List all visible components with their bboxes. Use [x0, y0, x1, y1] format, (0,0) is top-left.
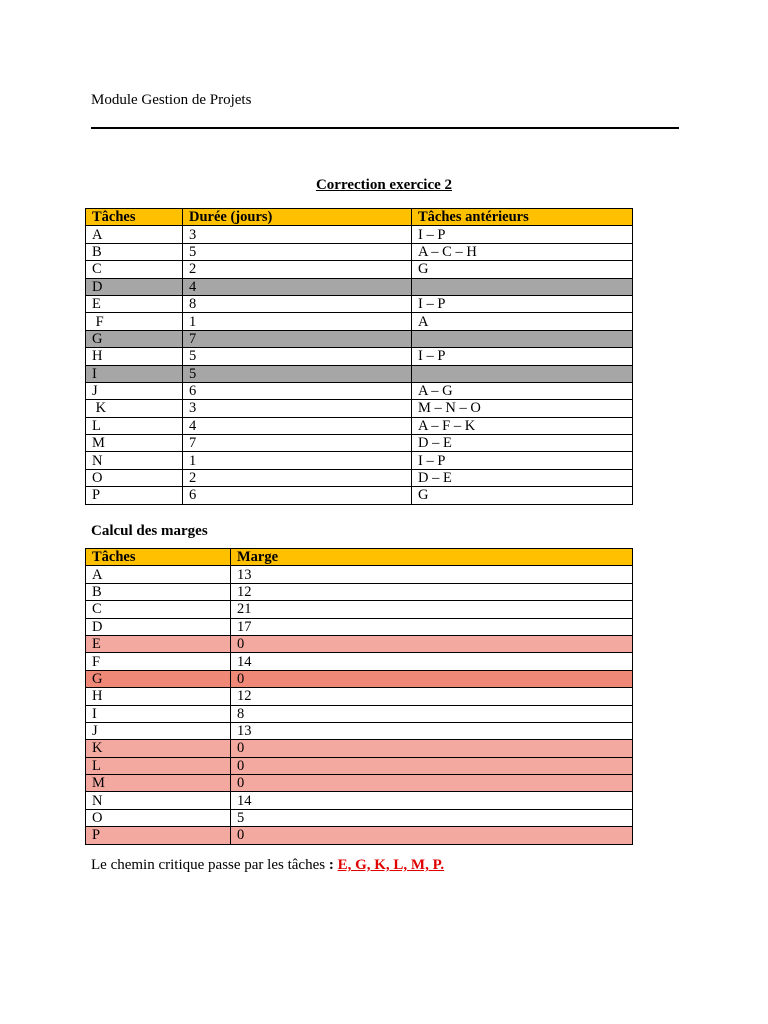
cell-tache: H	[86, 348, 183, 365]
cell-anterieurs: G	[412, 261, 633, 278]
table-row	[86, 452, 633, 469]
table-row	[86, 705, 633, 722]
cell-anterieurs	[412, 278, 633, 295]
cell-tache: O	[86, 469, 183, 486]
table-row	[86, 417, 633, 434]
table-row	[86, 740, 633, 757]
critical-path: E, G, K, L, M, P.	[337, 857, 445, 873]
cell-marge: 21	[231, 601, 633, 618]
table-row	[86, 278, 633, 295]
cell-anterieurs: A – G	[412, 382, 633, 399]
column-header-anterieurs: Tâches antérieurs	[412, 209, 633, 226]
table-row	[86, 722, 633, 739]
cell-anterieurs: M – N – O	[412, 400, 633, 417]
table-row	[86, 618, 633, 635]
cell-tache: B	[86, 583, 231, 600]
cell-anterieurs: A – F – K	[412, 417, 633, 434]
cell-tache: A	[86, 226, 183, 243]
cell-anterieurs: G	[412, 487, 633, 504]
document-header: Module Gestion de Projets	[91, 92, 252, 108]
cell-tache: N	[86, 452, 183, 469]
cell-duree: 7	[183, 330, 412, 347]
cell-marge: 13	[231, 722, 633, 739]
table-row	[86, 226, 633, 243]
cell-tache: K	[86, 740, 231, 757]
table-row	[86, 688, 633, 705]
cell-tache: F	[86, 313, 183, 330]
table-row	[86, 809, 633, 826]
cell-anterieurs: I – P	[412, 226, 633, 243]
cell-tache: P	[86, 827, 231, 844]
cell-duree: 3	[183, 226, 412, 243]
conclusion-text: Le chemin critique passe par les tâches	[91, 857, 329, 873]
table-row	[86, 243, 633, 260]
cell-marge: 12	[231, 583, 633, 600]
cell-duree: 6	[183, 382, 412, 399]
cell-marge: 0	[231, 670, 633, 687]
cell-duree: 5	[183, 243, 412, 260]
cell-anterieurs	[412, 330, 633, 347]
table-row	[86, 435, 633, 452]
cell-marge: 0	[231, 635, 633, 652]
cell-tache: B	[86, 243, 183, 260]
header-rule	[91, 127, 679, 129]
cell-duree: 6	[183, 487, 412, 504]
cell-tache: E	[86, 635, 231, 652]
cell-marge: 14	[231, 653, 633, 670]
cell-anterieurs: I – P	[412, 295, 633, 312]
cell-anterieurs: A	[412, 313, 633, 330]
table-row	[86, 827, 633, 844]
table-row	[86, 261, 633, 278]
cell-marge: 0	[231, 740, 633, 757]
cell-tache: A	[86, 566, 231, 583]
table-row	[86, 365, 633, 382]
cell-tache: C	[86, 261, 183, 278]
cell-tache: D	[86, 618, 231, 635]
table-row	[86, 348, 633, 365]
margins-table	[85, 548, 633, 845]
cell-tache: K	[86, 400, 183, 417]
page-title: Correction exercice 2	[315, 177, 453, 193]
cell-tache: D	[86, 278, 183, 295]
table-row	[86, 382, 633, 399]
cell-tache: J	[86, 382, 183, 399]
cell-tache: H	[86, 688, 231, 705]
column-header-duree: Durée (jours)	[183, 209, 412, 226]
cell-anterieurs: I – P	[412, 452, 633, 469]
cell-anterieurs: D – E	[412, 435, 633, 452]
cell-tache: I	[86, 705, 231, 722]
conclusion	[91, 857, 444, 874]
cell-duree: 4	[183, 278, 412, 295]
cell-tache: G	[86, 330, 183, 347]
cell-duree: 3	[183, 400, 412, 417]
tasks-table	[85, 208, 633, 505]
cell-tache: L	[86, 757, 231, 774]
table-row	[86, 757, 633, 774]
cell-marge: 0	[231, 775, 633, 792]
table-row	[86, 775, 633, 792]
cell-tache: G	[86, 670, 231, 687]
cell-anterieurs	[412, 365, 633, 382]
cell-duree: 5	[183, 348, 412, 365]
cell-marge: 13	[231, 566, 633, 583]
section-title: Calcul des marges	[91, 523, 208, 539]
cell-duree: 1	[183, 452, 412, 469]
cell-duree: 2	[183, 261, 412, 278]
cell-tache: E	[86, 295, 183, 312]
cell-marge: 14	[231, 792, 633, 809]
table-row	[86, 601, 633, 618]
cell-marge: 8	[231, 705, 633, 722]
table-row	[86, 313, 633, 330]
cell-tache: F	[86, 653, 231, 670]
cell-tache: N	[86, 792, 231, 809]
cell-duree: 2	[183, 469, 412, 486]
table-row	[86, 583, 633, 600]
cell-tache: M	[86, 775, 231, 792]
cell-marge: 5	[231, 809, 633, 826]
cell-tache: O	[86, 809, 231, 826]
table-row	[86, 566, 633, 583]
cell-duree: 7	[183, 435, 412, 452]
cell-anterieurs: A – C – H	[412, 243, 633, 260]
column-header-taches: Tâches	[86, 209, 183, 226]
tasks-table-header	[86, 209, 633, 226]
table-row	[86, 330, 633, 347]
cell-marge: 12	[231, 688, 633, 705]
cell-duree: 5	[183, 365, 412, 382]
cell-marge: 0	[231, 827, 633, 844]
cell-duree: 1	[183, 313, 412, 330]
cell-tache: C	[86, 601, 231, 618]
table-row	[86, 400, 633, 417]
cell-anterieurs: I – P	[412, 348, 633, 365]
table-row	[86, 635, 633, 652]
cell-marge: 17	[231, 618, 633, 635]
column-header-marge: Marge	[231, 549, 633, 566]
cell-tache: J	[86, 722, 231, 739]
cell-tache: M	[86, 435, 183, 452]
cell-duree: 4	[183, 417, 412, 434]
table-row	[86, 670, 633, 687]
table-row	[86, 295, 633, 312]
cell-tache: P	[86, 487, 183, 504]
table-row	[86, 469, 633, 486]
table-row	[86, 487, 633, 504]
conclusion-colon: :	[328, 857, 334, 873]
margins-table-header	[86, 549, 633, 566]
cell-duree: 8	[183, 295, 412, 312]
table-row	[86, 653, 633, 670]
column-header-taches: Tâches	[86, 549, 231, 566]
table-row	[86, 792, 633, 809]
cell-marge: 0	[231, 757, 633, 774]
cell-tache: I	[86, 365, 183, 382]
cell-tache: L	[86, 417, 183, 434]
cell-anterieurs: D – E	[412, 469, 633, 486]
